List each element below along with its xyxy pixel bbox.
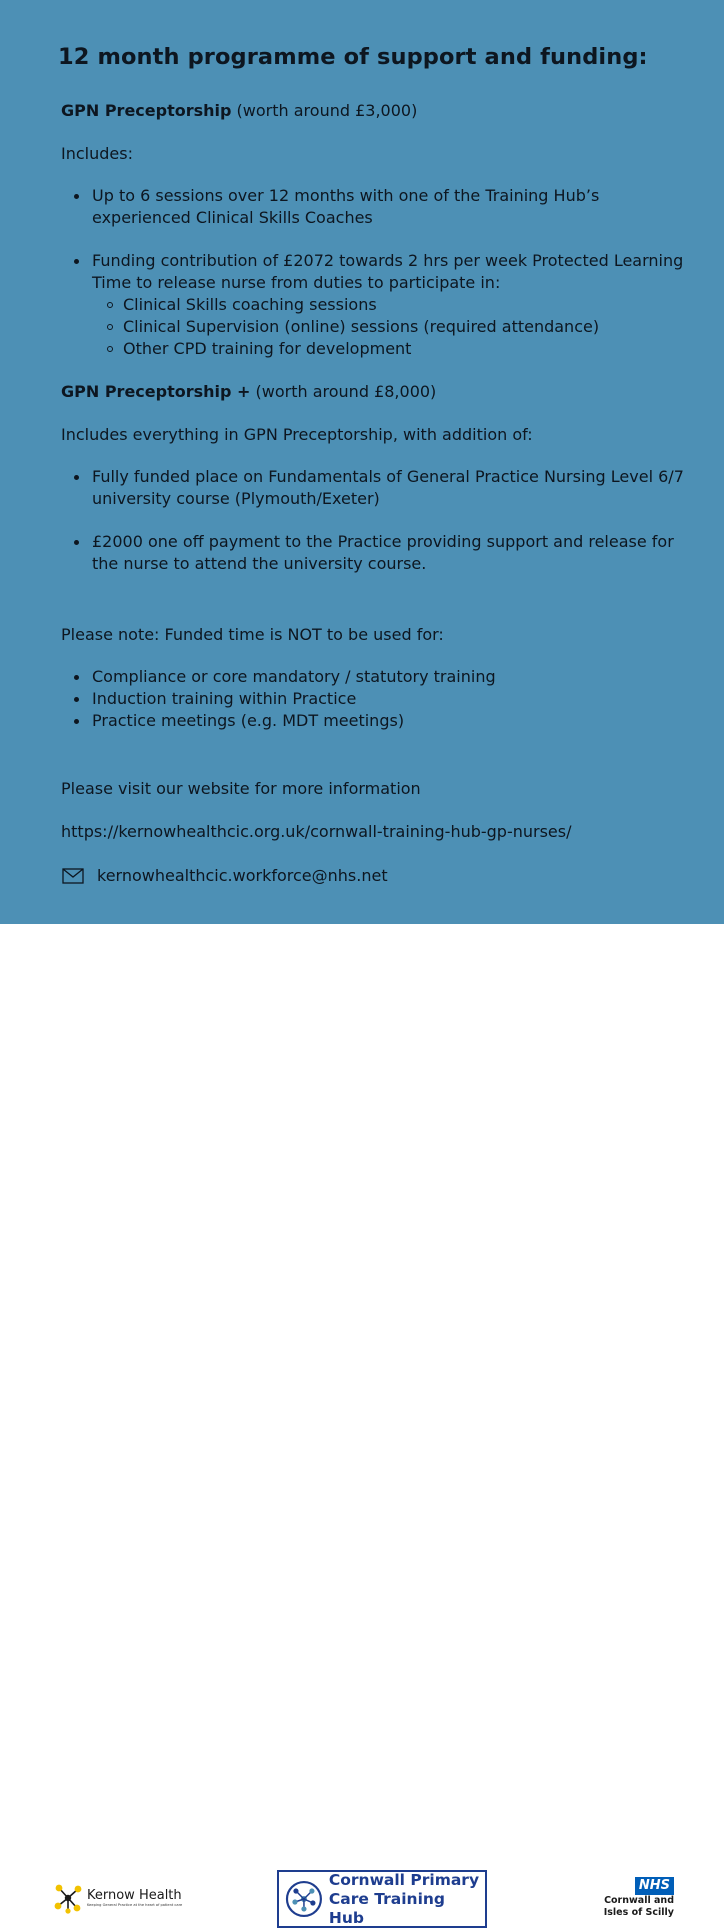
package-1-includes: Includes:	[61, 144, 133, 163]
package-1-list	[61, 185, 701, 360]
content-body	[61, 100, 701, 887]
nhs-badge: NHS	[635, 1877, 674, 1895]
network-circle-icon	[285, 1880, 323, 1918]
package-1-heading	[61, 100, 701, 122]
package-1-name: GPN Preceptorship	[61, 101, 232, 120]
sub-list-item: Clinical Skills coaching sessions	[92, 294, 701, 316]
email-row[interactable]	[61, 865, 701, 887]
list-item	[61, 250, 701, 360]
spacer	[61, 596, 701, 624]
list-item: Compliance or core mandatory / statutory training	[61, 666, 701, 688]
package-2-includes: Includes everything in GPN Preceptorship, with addition of:	[61, 425, 533, 444]
package-2-name: GPN Preceptorship +	[61, 382, 251, 401]
kernow-health-tagline: Keeping General Practice at the heart of patient care	[87, 1903, 183, 1907]
list-item: Induction training within Practice	[61, 688, 701, 710]
cornwall-training-hub-logo	[277, 1870, 487, 1928]
hub-line-1: Cornwall Primary	[328, 1870, 480, 1889]
package-2-list	[61, 466, 701, 575]
nhs-org-line-1: Cornwall and	[604, 1895, 674, 1906]
cornwall-training-hub-text	[329, 1871, 485, 1928]
note-list	[61, 666, 701, 732]
kernow-star-icon	[52, 1882, 84, 1914]
package-1-worth: (worth around £3,000)	[231, 101, 418, 120]
info-panel	[0, 0, 724, 924]
package-2-worth: (worth around £8,000)	[250, 382, 437, 401]
email-link[interactable]: kernowhealthcic.workforce@nhs.net	[97, 866, 388, 885]
footer	[0, 924, 724, 1927]
nhs-logo	[596, 1874, 674, 1919]
kernow-health-text	[87, 1889, 182, 1907]
list-item: Fully funded place on Fundamentals of General Practice Nursing Level 6/7 university course (Plymouth/Exeter)	[61, 466, 701, 510]
note-label: Please note: Funded time is NOT to be used for:	[61, 625, 444, 644]
website-link[interactable]: https://kernowhealthcic.org.uk/cornwall-training-hub-gp-nurses/	[61, 822, 572, 841]
package-2-heading	[61, 381, 701, 403]
kernow-health-name: Kernow Health	[87, 1888, 182, 1903]
sub-list-item: Other CPD training for development	[92, 338, 701, 360]
list-item: Practice meetings (e.g. MDT meetings)	[61, 710, 701, 732]
kernow-health-logo	[52, 1882, 182, 1914]
package-1-sublist	[92, 294, 701, 360]
envelope-icon	[62, 868, 84, 884]
hub-line-2: Care Training Hub	[328, 1889, 446, 1927]
page-title: 12 month programme of support and funding:	[58, 44, 648, 70]
visit-text: Please visit our website for more information	[61, 779, 421, 798]
list-item-text: Funding contribution of £2072 towards 2 hrs per week Protected Learning Time to release nurse from duties to participate in:	[92, 251, 684, 292]
list-item: Up to 6 sessions over 12 months with one of the Training Hub’s experienced Clinical Skills Coaches	[61, 185, 701, 229]
nhs-org-line-2: Isles of Scilly	[603, 1907, 674, 1918]
list-item: £2000 one off payment to the Practice providing support and release for the nurse to attend the university course.	[61, 531, 701, 575]
sub-list-item: Clinical Supervision (online) sessions (required attendance)	[92, 316, 701, 338]
